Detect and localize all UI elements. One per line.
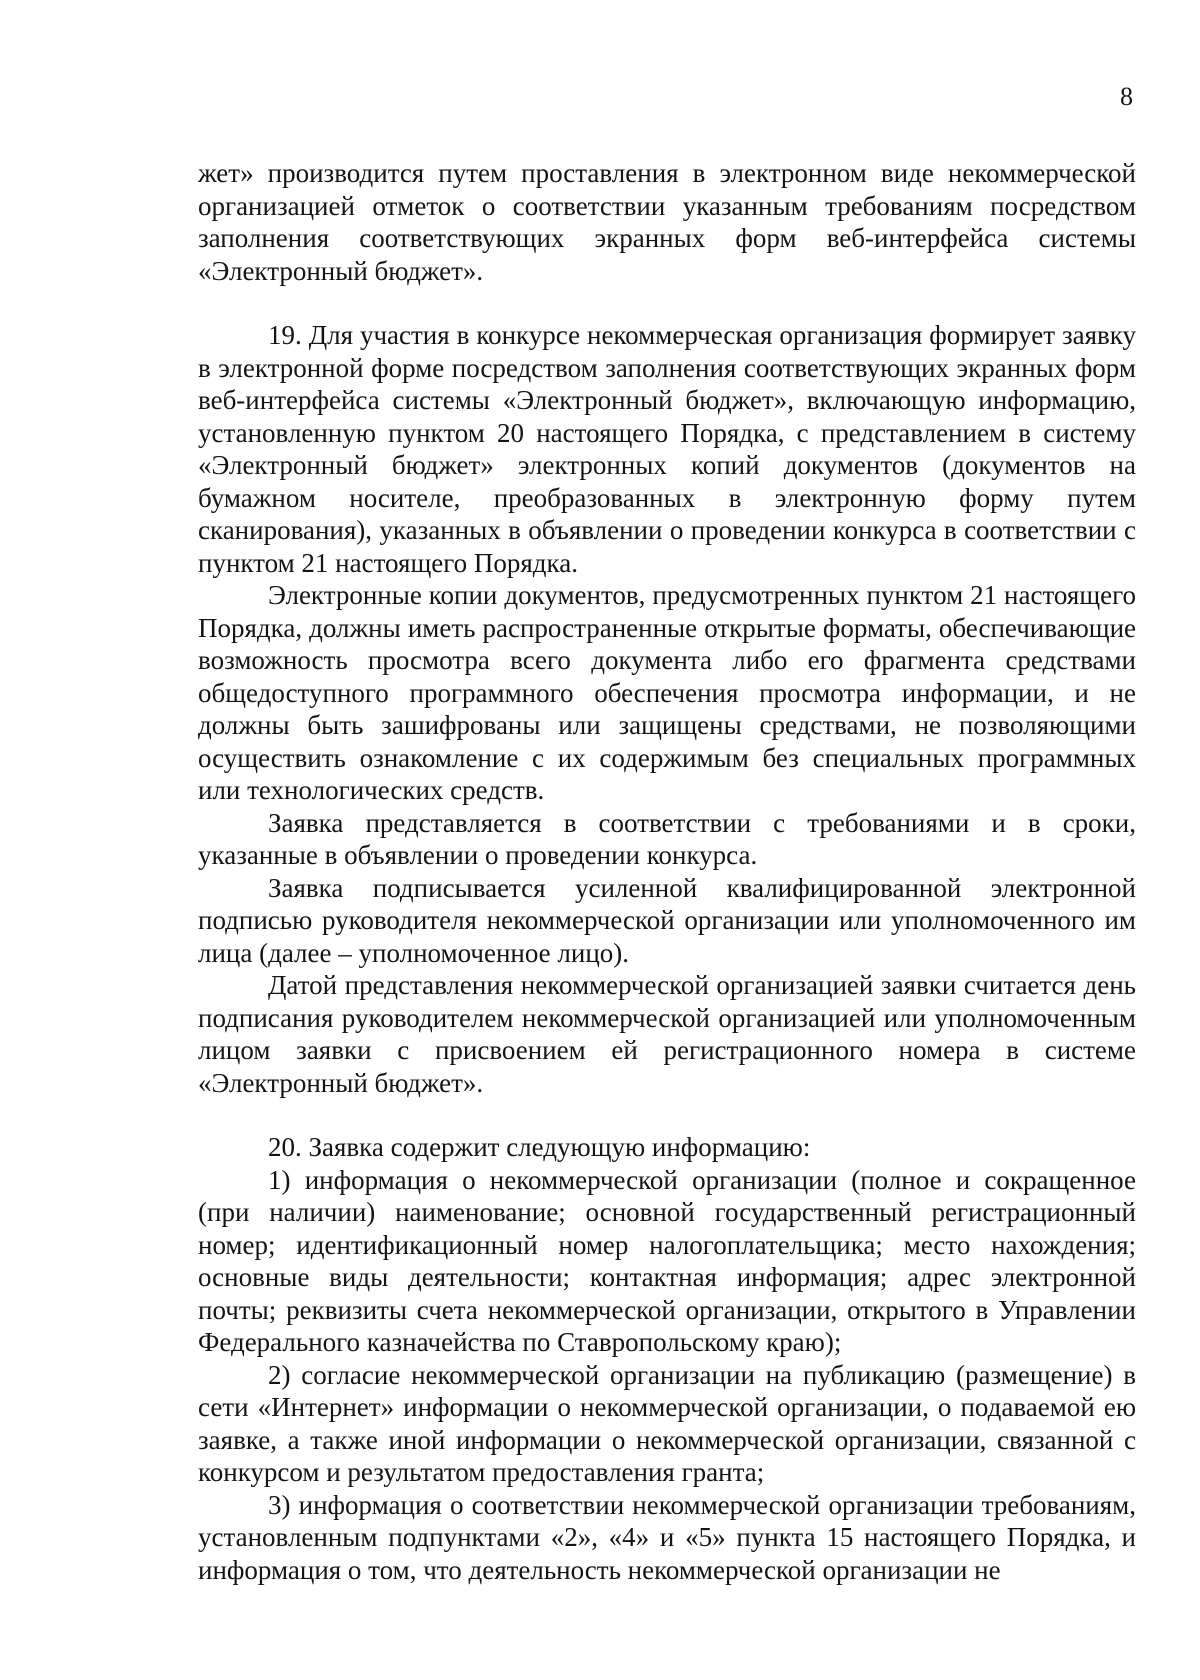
list-item-3: 3) информация о соответствии некоммерческой организации требованиям, установленным подпунктами «2», «4» и «5» пункта 15 настоящего Порядка, и информация о том, что деятельность некоммерческой организации не: [198, 1489, 1136, 1585]
paragraph-submission-terms: Заявка представляется в соответствии с требованиями и в сроки, указанные в объявлении о проведении конкурса.: [198, 807, 1136, 870]
paragraph-electronic-copies: Электронные копии документов, предусмотренных пунктом 21 настоящего Порядка, должны иметь распространенные открытые форматы, обеспечивающие возможность просмотра всего документа либо его фрагмента средствами общедоступного программного обеспечения просмотра информации, и не должны быть зашифрованы или защищены средствами, не позволяющими осуществить ознакомление с их содержимым без специальных программных или технологических средств.: [198, 580, 1136, 805]
page-number: 8: [1120, 82, 1133, 111]
list-item-1: 1) информация о некоммерческой организации (полное и сокращенное (при наличии) наименование; основной государственный регистрационный номер; идентификационный номер налогоплательщика; место нахождения; основные виды деятельности; контактная информация; адрес электронной почты; реквизиты счета некоммерческой организации, открытого в Управлении Федерального казначейства по Ставропольскому краю);: [198, 1164, 1136, 1357]
paragraph-submission-date: Датой представления некоммерческой организацией заявки считается день подписания руководителем некоммерческой организацией или уполномоченным лицом заявки с присвоением ей регистрационного номера в системе «Электронный бюджет».: [198, 970, 1136, 1098]
paragraph-clause-19: 19. Для участия в конкурсе некоммерческая организация формирует заявку в электронной форме посредством заполнения соответствующих экранных форм веб-интерфейса системы «Электронный бюджет», включающую информацию, установленную пунктом 20 настоящего Порядка, с представлением в систему «Электронный бюджет» электронных копий документов (документов на бумажном носителе, преобразованных в электронную форму путем сканирования), указанных в объявлении о проведении конкурса в соответствии с пунктом 21 настоящего Порядка.: [198, 320, 1136, 578]
list-item-2: 2) согласие некоммерческой организации на публикацию (размещение) в сети «Интернет» информации о некоммерческой организации, о подаваемой ею заявке, а также иной информации о некоммерческой организации, связанной с конкурсом и результатом предоставления гранта;: [198, 1359, 1136, 1487]
paragraph-signature: Заявка подписывается усиленной квалифицированной электронной подписью руководителя некоммерческой организации или уполномоченного им лица (далее – уполномоченное лицо).: [198, 872, 1136, 968]
document-body: [198, 157, 1136, 1586]
paragraph-continuation: жет» производится путем проставления в электронном виде некоммерческой организацией отметок о соответствии указанным требованиям посредством заполнения соответствующих экранных форм веб-интерфейса системы «Электронный бюджет».: [198, 158, 1136, 286]
paragraph-clause-20: 20. Заявка содержит следующую информацию:: [268, 1132, 811, 1162]
